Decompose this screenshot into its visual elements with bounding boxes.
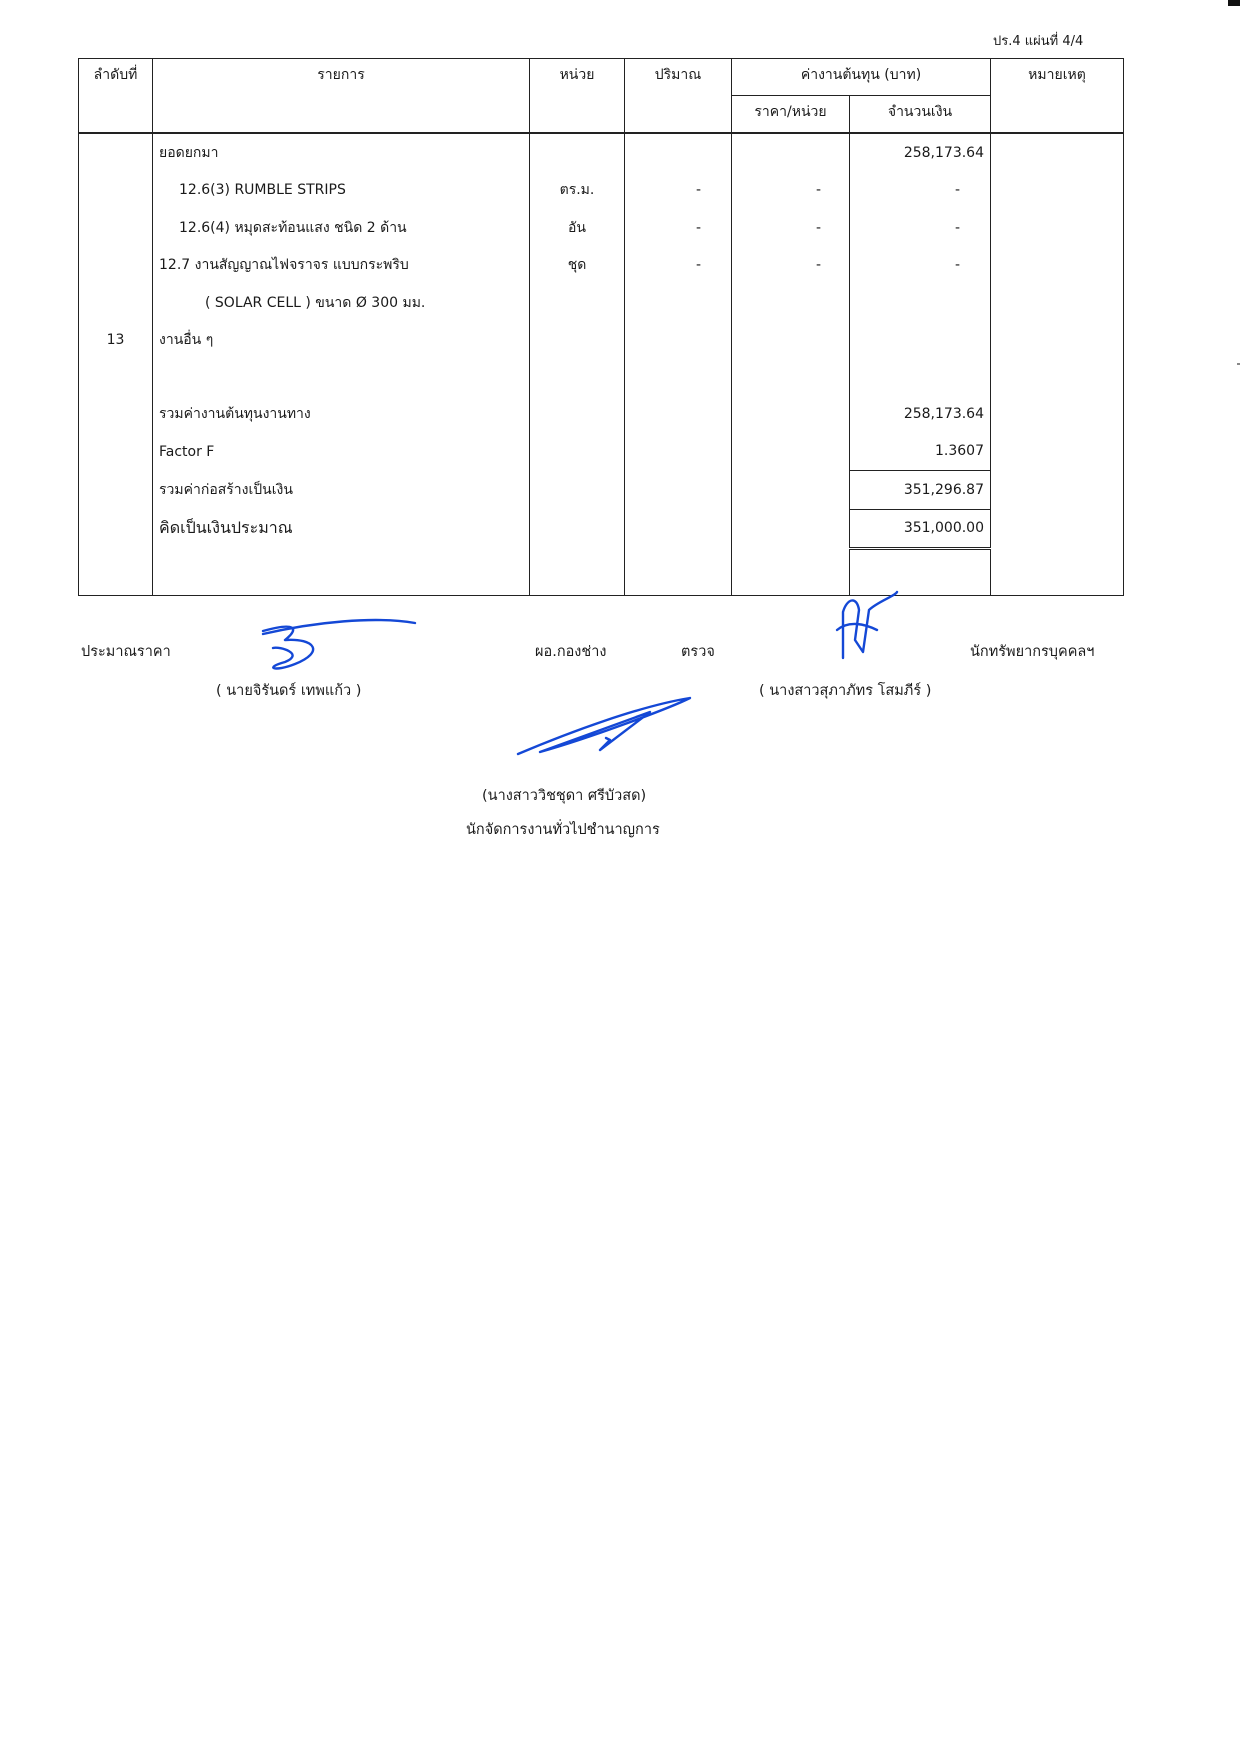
row-no [79,209,153,247]
row-unit: ชุด [530,247,625,285]
row-item: ยอดยกมา [153,133,530,172]
officer-name: (นางสาววิชชุดา ศรีบัวสด) [482,788,647,804]
row-unit [530,284,625,322]
row-item: 12.7 งานสัญญาณไฟจราจร แบบกระพริบ [153,247,530,285]
corner-mark [1228,0,1240,6]
hr-signature [825,590,905,660]
row-remark [991,172,1124,210]
header-no: ลำดับที่ [79,59,153,134]
row-amount: 258,173.64 [850,133,991,172]
construction-total-value: 351,296.87 [850,471,991,510]
double-underline [850,549,991,596]
row-price: - [732,172,850,210]
row-amount: - [850,172,991,210]
row-no [79,247,153,285]
row-remark [991,322,1124,360]
row-unit [530,133,625,172]
closing-row [79,549,1124,596]
row-no [79,284,153,322]
row-amount: - [850,209,991,247]
row-price [732,322,850,360]
estimate-total-label: คิดเป็นเงินประมาณ [153,509,530,549]
factor-value: 1.3607 [850,433,991,471]
director-role: ผอ.กองช่าง [535,644,607,660]
estimator-signature [255,618,425,678]
row-qty [625,322,732,360]
row-qty [625,284,732,322]
table-row [79,133,1124,172]
estimator-role: ประมาณราคา [81,644,171,660]
row-no [79,133,153,172]
row-remark [991,284,1124,322]
row-price [732,133,850,172]
row-item: 12.6(3) RUMBLE STRIPS [153,172,530,210]
total-cost-label: รวมค่างานต้นทุนงานทาง [153,395,530,433]
header-amount: จำนวนเงิน [850,96,991,134]
construction-total-label: รวมค่าก่อสร้างเป็นเงิน [153,471,530,510]
row-no [79,172,153,210]
total-row [79,471,1124,510]
table-row [79,247,1124,285]
row-unit [530,322,625,360]
spacer-row [79,359,1124,395]
row-remark [991,247,1124,285]
row-no: 13 [79,322,153,360]
total-row [79,433,1124,471]
estimate-total-value: 351,000.00 [850,509,991,549]
table-row [79,284,1124,322]
total-row [79,509,1124,549]
row-amount [850,322,991,360]
row-unit: อัน [530,209,625,247]
row-qty: - [625,209,732,247]
header-remark: หมายเหตุ [991,59,1124,134]
header-unit-price: ราคา/หน่วย [732,96,850,134]
row-item: 12.6(4) หมุดสะท้อนแสง ชนิด 2 ด้าน [153,209,530,247]
header-item: รายการ [153,59,530,134]
table-row [79,172,1124,210]
row-unit: ตร.ม. [530,172,625,210]
cost-table [78,58,1124,596]
row-qty: - [625,247,732,285]
row-item: งานอื่น ๆ [153,322,530,360]
row-amount [850,284,991,322]
total-row [79,395,1124,433]
table-row [79,209,1124,247]
row-price [732,284,850,322]
row-amount: - [850,247,991,285]
row-qty: - [625,172,732,210]
hr-name: ( นางสาวสุภาภัทร โสมภีร์ ) [759,683,932,699]
row-qty [625,133,732,172]
factor-label: Factor F [153,433,530,471]
row-remark [991,133,1124,172]
row-price: - [732,209,850,247]
header-cost-group: ค่างานต้นทุน (บาท) [732,59,991,96]
row-price: - [732,247,850,285]
officer-title: นักจัดการงานทั่วไปชำนาญการ [466,822,660,838]
row-remark [991,209,1124,247]
total-cost-value: 258,173.64 [850,395,991,433]
table-row [79,322,1124,360]
header-unit: หน่วย [530,59,625,134]
row-item: ( SOLAR CELL ) ขนาด Ø 300 มม. [153,284,530,322]
hr-role: นักทรัพยากรบุคคลฯ [970,644,1095,660]
officer-signature [510,692,700,762]
header-quantity: ปริมาณ [625,59,732,134]
page-reference: ปร.4 แผ่นที่ 4/4 [993,34,1084,49]
estimator-name: ( นายจิรันดร์ เทพแก้ว ) [216,683,362,699]
checked-label: ตรวจ [681,644,715,660]
